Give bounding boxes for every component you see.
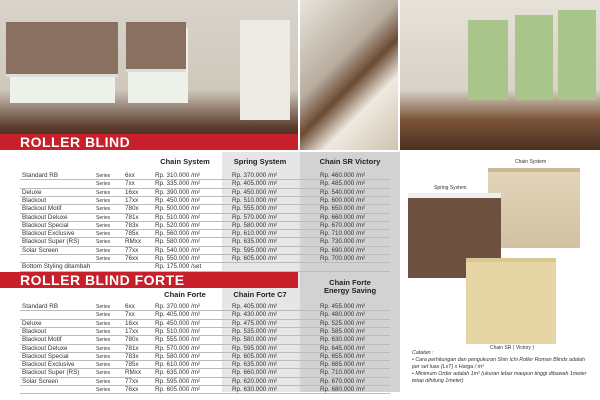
price-col2: Rp. 370.000 /m² (232, 172, 278, 179)
price-col1: Rp. 405.000 /m² (155, 311, 201, 319)
series-label: Series (96, 345, 111, 352)
series-code: RMxx (125, 238, 142, 246)
item-name: Blackout Super (RS) (22, 238, 80, 246)
price-col3: Rp. 700.000 /m² (320, 255, 366, 262)
table-row (20, 369, 390, 377)
price-col1: Rp. 540.000 /m² (155, 246, 201, 254)
price-col2: Rp. 555.000 /m² (232, 205, 278, 213)
price-col1: Rp. 550.000 /m² (155, 255, 201, 262)
series-code: 785x (125, 230, 139, 238)
price-col3: Rp. 670.000 /m² (320, 221, 366, 229)
section-title-roller-blind: ROLLER BLIND (0, 134, 298, 150)
series-label: Series (96, 256, 111, 262)
price-col3: Rp. 455.000 /m² (320, 303, 366, 310)
series-code: 6xx (125, 303, 135, 310)
caption-chain-system: Chain System (515, 159, 547, 165)
price-col1: Rp. 390.000 /m² (155, 188, 201, 196)
fabric-samples-photo (300, 0, 398, 150)
series-code: 76xx (125, 255, 139, 262)
price-col1: Rp. 175.000 /set (155, 263, 202, 271)
series-label: Series (96, 173, 111, 179)
series-label: Series (96, 328, 111, 335)
series-label: Series (96, 214, 111, 221)
price-col2: Rp. 610.000 /m² (232, 230, 278, 238)
table-row (20, 328, 390, 336)
series-code: 17xx (125, 196, 139, 204)
item-name: Blackout (22, 327, 47, 335)
item-name: Standard RB (22, 172, 59, 179)
price-col1: Rp. 500.000 /m² (155, 205, 201, 213)
price-col3: Rp. 655.000 /m² (320, 352, 366, 360)
item-name: Blackout Motif (22, 205, 62, 213)
price-col3: Rp. 645.000 /m² (320, 344, 366, 352)
price-col2: Rp. 580.000 /m² (232, 336, 278, 344)
table-row (20, 361, 390, 369)
price-col3: Rp. 460.000 /m² (320, 172, 366, 179)
item-name: Blackout Deluxe (22, 213, 68, 221)
table-row (20, 238, 390, 246)
series-code: 783x (125, 221, 139, 229)
series-label: Series (96, 353, 111, 360)
series-code: 780x (125, 205, 139, 213)
table-row (20, 205, 390, 213)
header-spring-system: Spring System (233, 157, 287, 166)
note-item: • Cara perhitungan dan pengukuran Shin Ichi Roller Roman Blinds adalah per set luas (LxT) x Harga / m² (412, 357, 585, 370)
note-item: • Minimum Order adalah 1m² (ukuran lebar maupun tinggi dibawah 1meter tetap dihitung 1meter) (412, 371, 587, 384)
notes (412, 350, 592, 385)
series-label: Series (96, 189, 111, 196)
price-col3: Rp. 730.000 /m² (320, 238, 366, 246)
price-col1: Rp. 335.000 /m² (155, 180, 201, 188)
series-code: 6xx (125, 172, 135, 179)
series-label: Series (96, 304, 111, 310)
item-name: Blackout Exclusive (22, 230, 75, 238)
table-row (20, 378, 390, 386)
table-row (20, 320, 390, 328)
series-label: Series (96, 362, 111, 369)
price-col1: Rp. 605.000 /m² (155, 386, 201, 393)
price-col3: Rp. 600.000 /m² (320, 196, 366, 204)
price-col2: Rp. 605.000 /m² (232, 352, 278, 360)
price-col2: Rp. 660.000 /m² (232, 369, 278, 377)
price-col3: Rp. 525.000 /m² (320, 319, 366, 327)
item-name: Blackout Deluxe (22, 344, 68, 352)
price-col2: Rp. 570.000 /m² (232, 213, 278, 221)
dining-room-photo (400, 0, 600, 150)
price-col3: Rp. 690.000 /m² (320, 246, 366, 254)
table-row (20, 197, 390, 205)
item-name: Blackout Exclusive (22, 361, 75, 369)
series-code: 780x (125, 336, 139, 344)
series-code: 7xx (125, 180, 135, 188)
price-col2: Rp. 595.000 /m² (232, 344, 278, 352)
table-row (20, 311, 390, 319)
series-code: 7xx (125, 311, 135, 319)
section-title-roller-blind-forte: ROLLER BLIND FORTE (0, 272, 298, 288)
series-label: Series (96, 312, 111, 319)
price-col3: Rp. 540.000 /m² (320, 188, 366, 196)
chain-system-blind-image (488, 168, 580, 248)
price-col3: Rp. 485.000 /m² (320, 180, 366, 188)
table-row (20, 189, 390, 197)
price-col3: Rp. 670.000 /m² (320, 377, 366, 385)
series-code: 16xx (125, 319, 139, 327)
price-col1: Rp. 595.000 /m² (155, 377, 201, 385)
item-name: Solar Screen (22, 377, 59, 385)
series-code: 77xx (125, 246, 139, 254)
item-name: Blackout Super (RS) (22, 369, 80, 377)
table-row (20, 353, 390, 361)
price-col3: Rp. 710.000 /m² (320, 230, 366, 238)
series-label: Series (96, 320, 111, 327)
price-col3: Rp. 710.000 /m² (320, 369, 366, 377)
price-col1: Rp. 310.000 /m² (155, 172, 201, 179)
item-name: Bottom Styling ditambah (22, 263, 91, 271)
caption-spring-system: Spring System (434, 185, 467, 191)
table-row (20, 255, 390, 263)
item-name: Blackout Special (22, 352, 69, 360)
header-chain-system: Chain System (160, 157, 210, 166)
price-col3: Rp. 480.000 /m² (320, 311, 366, 319)
price-col1: Rp. 450.000 /m² (155, 319, 201, 327)
header-chain-forte: Chain Forte (164, 290, 206, 299)
price-col1: Rp. 610.000 /m² (155, 361, 201, 369)
price-col1: Rp. 635.000 /m² (155, 369, 201, 377)
series-code: 783x (125, 352, 139, 360)
series-label: Series (96, 206, 111, 213)
series-label: Series (96, 370, 111, 377)
series-label: Series (96, 181, 111, 188)
header-chain-forte-energy-saving: Chain Forte Energy Saving (323, 278, 377, 295)
price-col2: Rp. 605.000 /m² (232, 255, 278, 262)
price-col1: Rp. 560.000 /m² (155, 230, 201, 238)
table-row (20, 345, 390, 353)
series-code: 785x (125, 361, 139, 369)
price-col1: Rp. 370.000 /m² (155, 303, 201, 310)
series-label: Series (96, 239, 111, 246)
series-code: 781x (125, 213, 139, 221)
price-col1: Rp. 555.000 /m² (155, 336, 201, 344)
caption-chain-sr-victory: Chain SR ( Victory ) (490, 345, 535, 351)
series-label: Series (96, 378, 111, 385)
table-row (20, 180, 390, 188)
series-code: RMxx (125, 369, 142, 377)
table-row (20, 222, 390, 230)
item-name: Deluxe (22, 319, 42, 327)
price-col1: Rp. 450.000 /m² (155, 196, 201, 204)
series-label: Series (96, 387, 111, 393)
series-code: 77xx (125, 377, 139, 385)
item-name: Blackout Motif (22, 336, 62, 344)
price-col2: Rp. 635.000 /m² (232, 238, 278, 246)
price-col2: Rp. 475.000 /m² (232, 319, 278, 327)
price-col1: Rp. 510.000 /m² (155, 327, 201, 335)
price-col1: Rp. 570.000 /m² (155, 344, 201, 352)
price-col1: Rp. 520.000 /m² (155, 221, 201, 229)
price-col3: Rp. 680.000 /m² (320, 386, 366, 393)
chain-sr-victory-blind-image (466, 258, 556, 344)
header-chain-sr-victory: Chain SR Victory (319, 157, 381, 166)
table-row (20, 172, 390, 180)
price-col3: Rp. 630.000 /m² (320, 336, 366, 344)
price-col2: Rp. 405.000 /m² (232, 303, 278, 310)
item-name: Standard RB (22, 303, 59, 310)
price-col1: Rp. 580.000 /m² (155, 352, 201, 360)
price-col2: Rp. 635.000 /m² (232, 361, 278, 369)
price-col2: Rp. 535.000 /m² (232, 327, 278, 335)
price-col2: Rp. 405.000 /m² (232, 180, 278, 188)
table-row (20, 303, 390, 311)
table-row (20, 247, 390, 255)
series-code: 17xx (125, 327, 139, 335)
price-col3: Rp. 660.000 /m² (320, 213, 366, 221)
price-col2: Rp. 510.000 /m² (232, 196, 278, 204)
item-name: Deluxe (22, 188, 42, 196)
item-name: Solar Screen (22, 246, 59, 254)
notes-title: Catatan : (412, 350, 434, 356)
series-label: Series (96, 247, 111, 254)
price-col2: Rp. 630.000 /m² (232, 386, 278, 393)
table-row (20, 386, 390, 394)
series-code: 16xx (125, 188, 139, 196)
price-col2: Rp. 580.000 /m² (232, 221, 278, 229)
header-chain-forte-c7: Chain Forte C7 (233, 290, 287, 299)
price-col3: Rp. 685.000 /m² (320, 361, 366, 369)
series-code: 76xx (125, 386, 139, 393)
series-label: Series (96, 337, 111, 344)
table-row (20, 263, 390, 271)
price-col2: Rp. 595.000 /m² (232, 246, 278, 254)
price-col3: Rp. 650.000 /m² (320, 205, 366, 213)
price-col2: Rp. 620.000 /m² (232, 377, 278, 385)
price-col2: Rp. 450.000 /m² (232, 188, 278, 196)
series-label: Series (96, 197, 111, 204)
price-col2: Rp. 430.000 /m² (232, 311, 278, 319)
table-row (20, 336, 390, 344)
table-row (20, 214, 390, 222)
price-col1: Rp. 580.000 /m² (155, 238, 201, 246)
item-name: Blackout Special (22, 221, 69, 229)
item-name: Blackout (22, 196, 47, 204)
price-col3: Rp. 585.000 /m² (320, 327, 366, 335)
living-room-photo (0, 0, 298, 150)
price-col1: Rp. 510.000 /m² (155, 213, 201, 221)
table-row (20, 230, 390, 238)
series-label: Series (96, 231, 111, 238)
series-label: Series (96, 222, 111, 229)
series-code: 781x (125, 344, 139, 352)
